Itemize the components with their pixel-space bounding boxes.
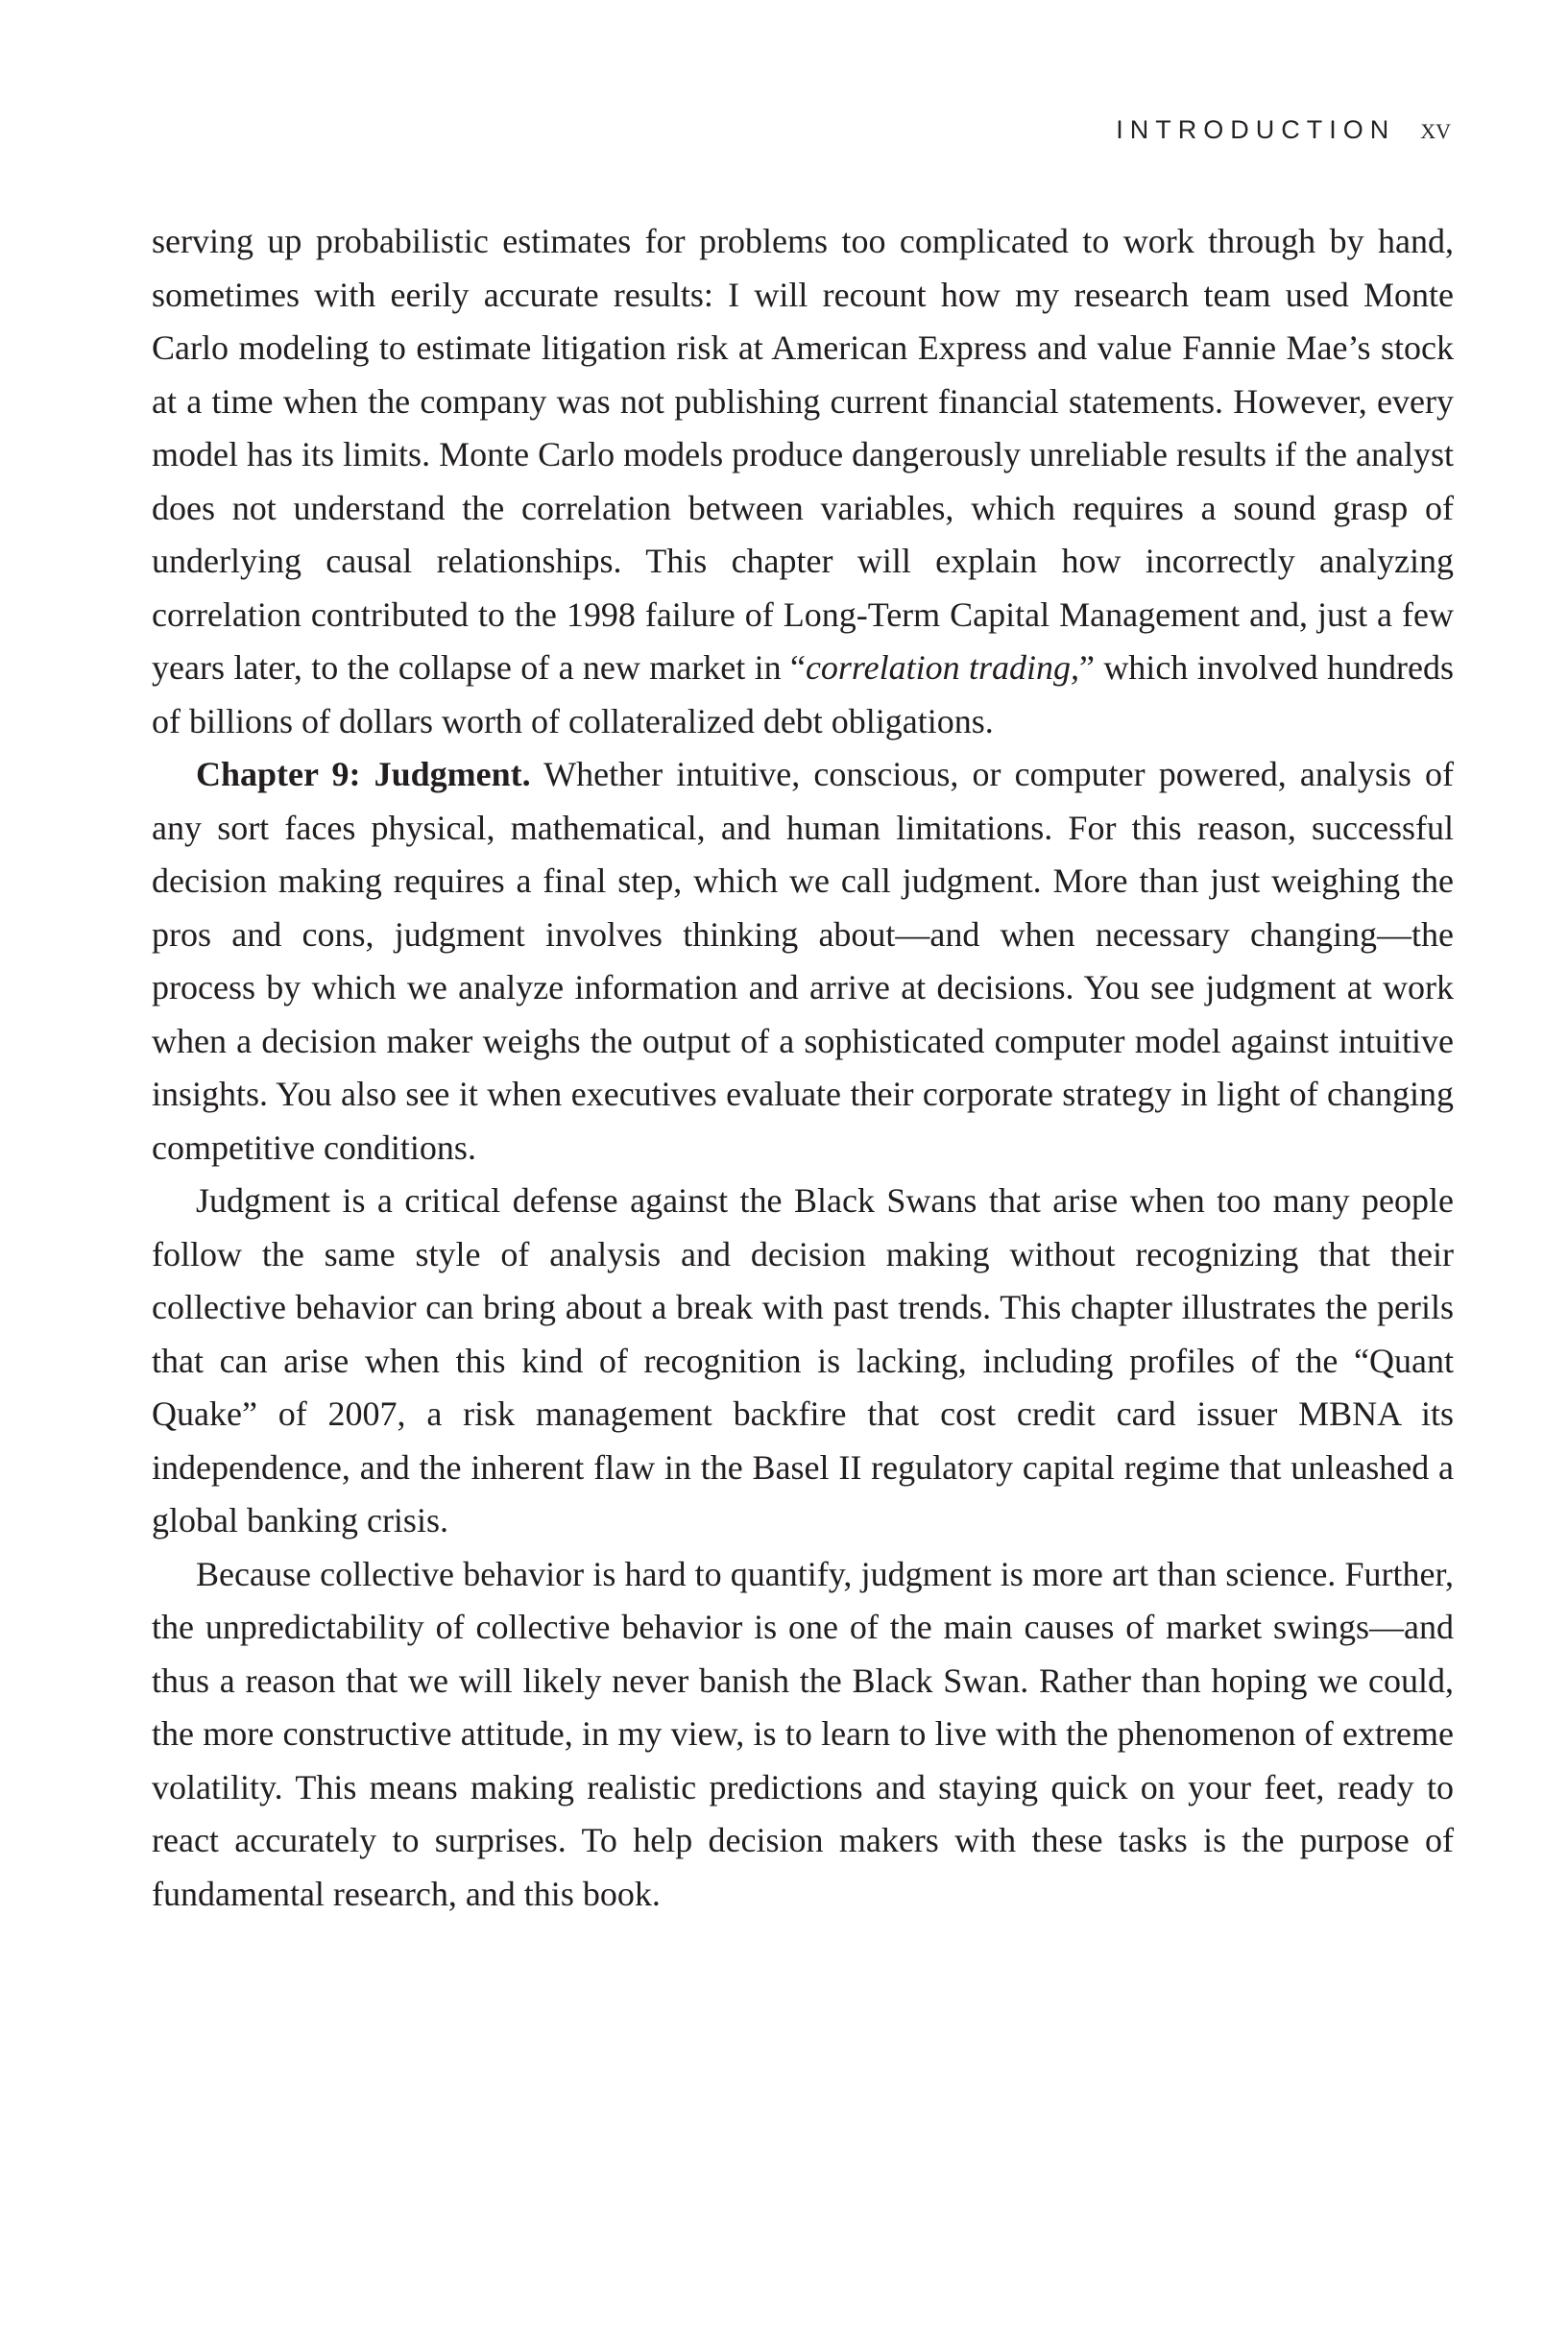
text-run: ” which involved hundreds of billions of dollars worth of collateralized debt obligations. [152, 648, 1454, 740]
paragraph-3 [152, 1175, 1454, 1548]
running-header [1116, 111, 1451, 146]
text-run: Judgment is a critical defense against the Black Swans that arise when too many people follow the same style of analysis and decision making without recognizing that their collective behavior can bring about a break with past trends. This chapter illustrates the perils that can arise when this kind of recognition is lacking, including profiles of the “Quant Quake” of 2007, a risk management backfire that cost credit card issuer MBNA its independence, and the inherent flaw in the Basel II regulatory capital regime that unleashed a global banking crisis. [152, 1181, 1454, 1540]
chapter-lead-in: Chapter 9: Judgment. [196, 755, 531, 793]
running-header-title: INTRODUCTION [1116, 115, 1396, 144]
body-text-block [152, 215, 1454, 1921]
text-run: Whether intuitive, conscious, or computer powered, analysis of any sort faces physical, mathematical, and human limitations. For this reason, successful decision making requires a final step, which we call judgment. More than just weighing the pros and cons, judgment involves thinking about—and when necessary changing—the process by which we analyze information and arrive at decisions. You see judgment at work when a decision maker weighs the output of a sophisticated computer model against intuitive insights. You also see it when executives evaluate their corporate strategy in light of changing competitive conditions. [152, 755, 1454, 1167]
paragraph-2 [152, 748, 1454, 1175]
text-run: Because collective behavior is hard to quantify, judgment is more art than science. Further, the unpredictability of collective behavior is one of the main causes of market swings—and thus a reason that we will likely never banish the Black Swan. Rather than hoping we could, the more constructive attitude, in my view, is to learn to live with the phenomenon of extreme volatility. This means making realistic predictions and staying quick on your feet, ready to react accurately to surprises. To help decision makers with these tasks is the purpose of fundamental research, and this book. [152, 1554, 1454, 1913]
text-run-italic: correlation trading, [805, 648, 1079, 687]
paragraph-1 [152, 215, 1454, 748]
page-number: xv [1420, 111, 1451, 145]
paragraph-4 [152, 1548, 1454, 1922]
text-run: serving up probabilistic estimates for problems too complicated to work through by hand, sometimes with eerily accurate results: I will recount how my research team used Monte Carlo modeling to estimate litigation risk at American Express and value Fannie Mae’s stock at a time when the company was not publishing current financial statements. However, every model has its limits. Monte Carlo models produce dangerously unreliable results if the analyst does not understand the correlation between variables, which requires a sound grasp of underlying causal relationships. This chapter will explain how incorrectly analyzing correlation contributed to the 1998 failure of Long-Term Capital Management and, just a few years later, to the collapse of a new market in “ [152, 222, 1454, 687]
